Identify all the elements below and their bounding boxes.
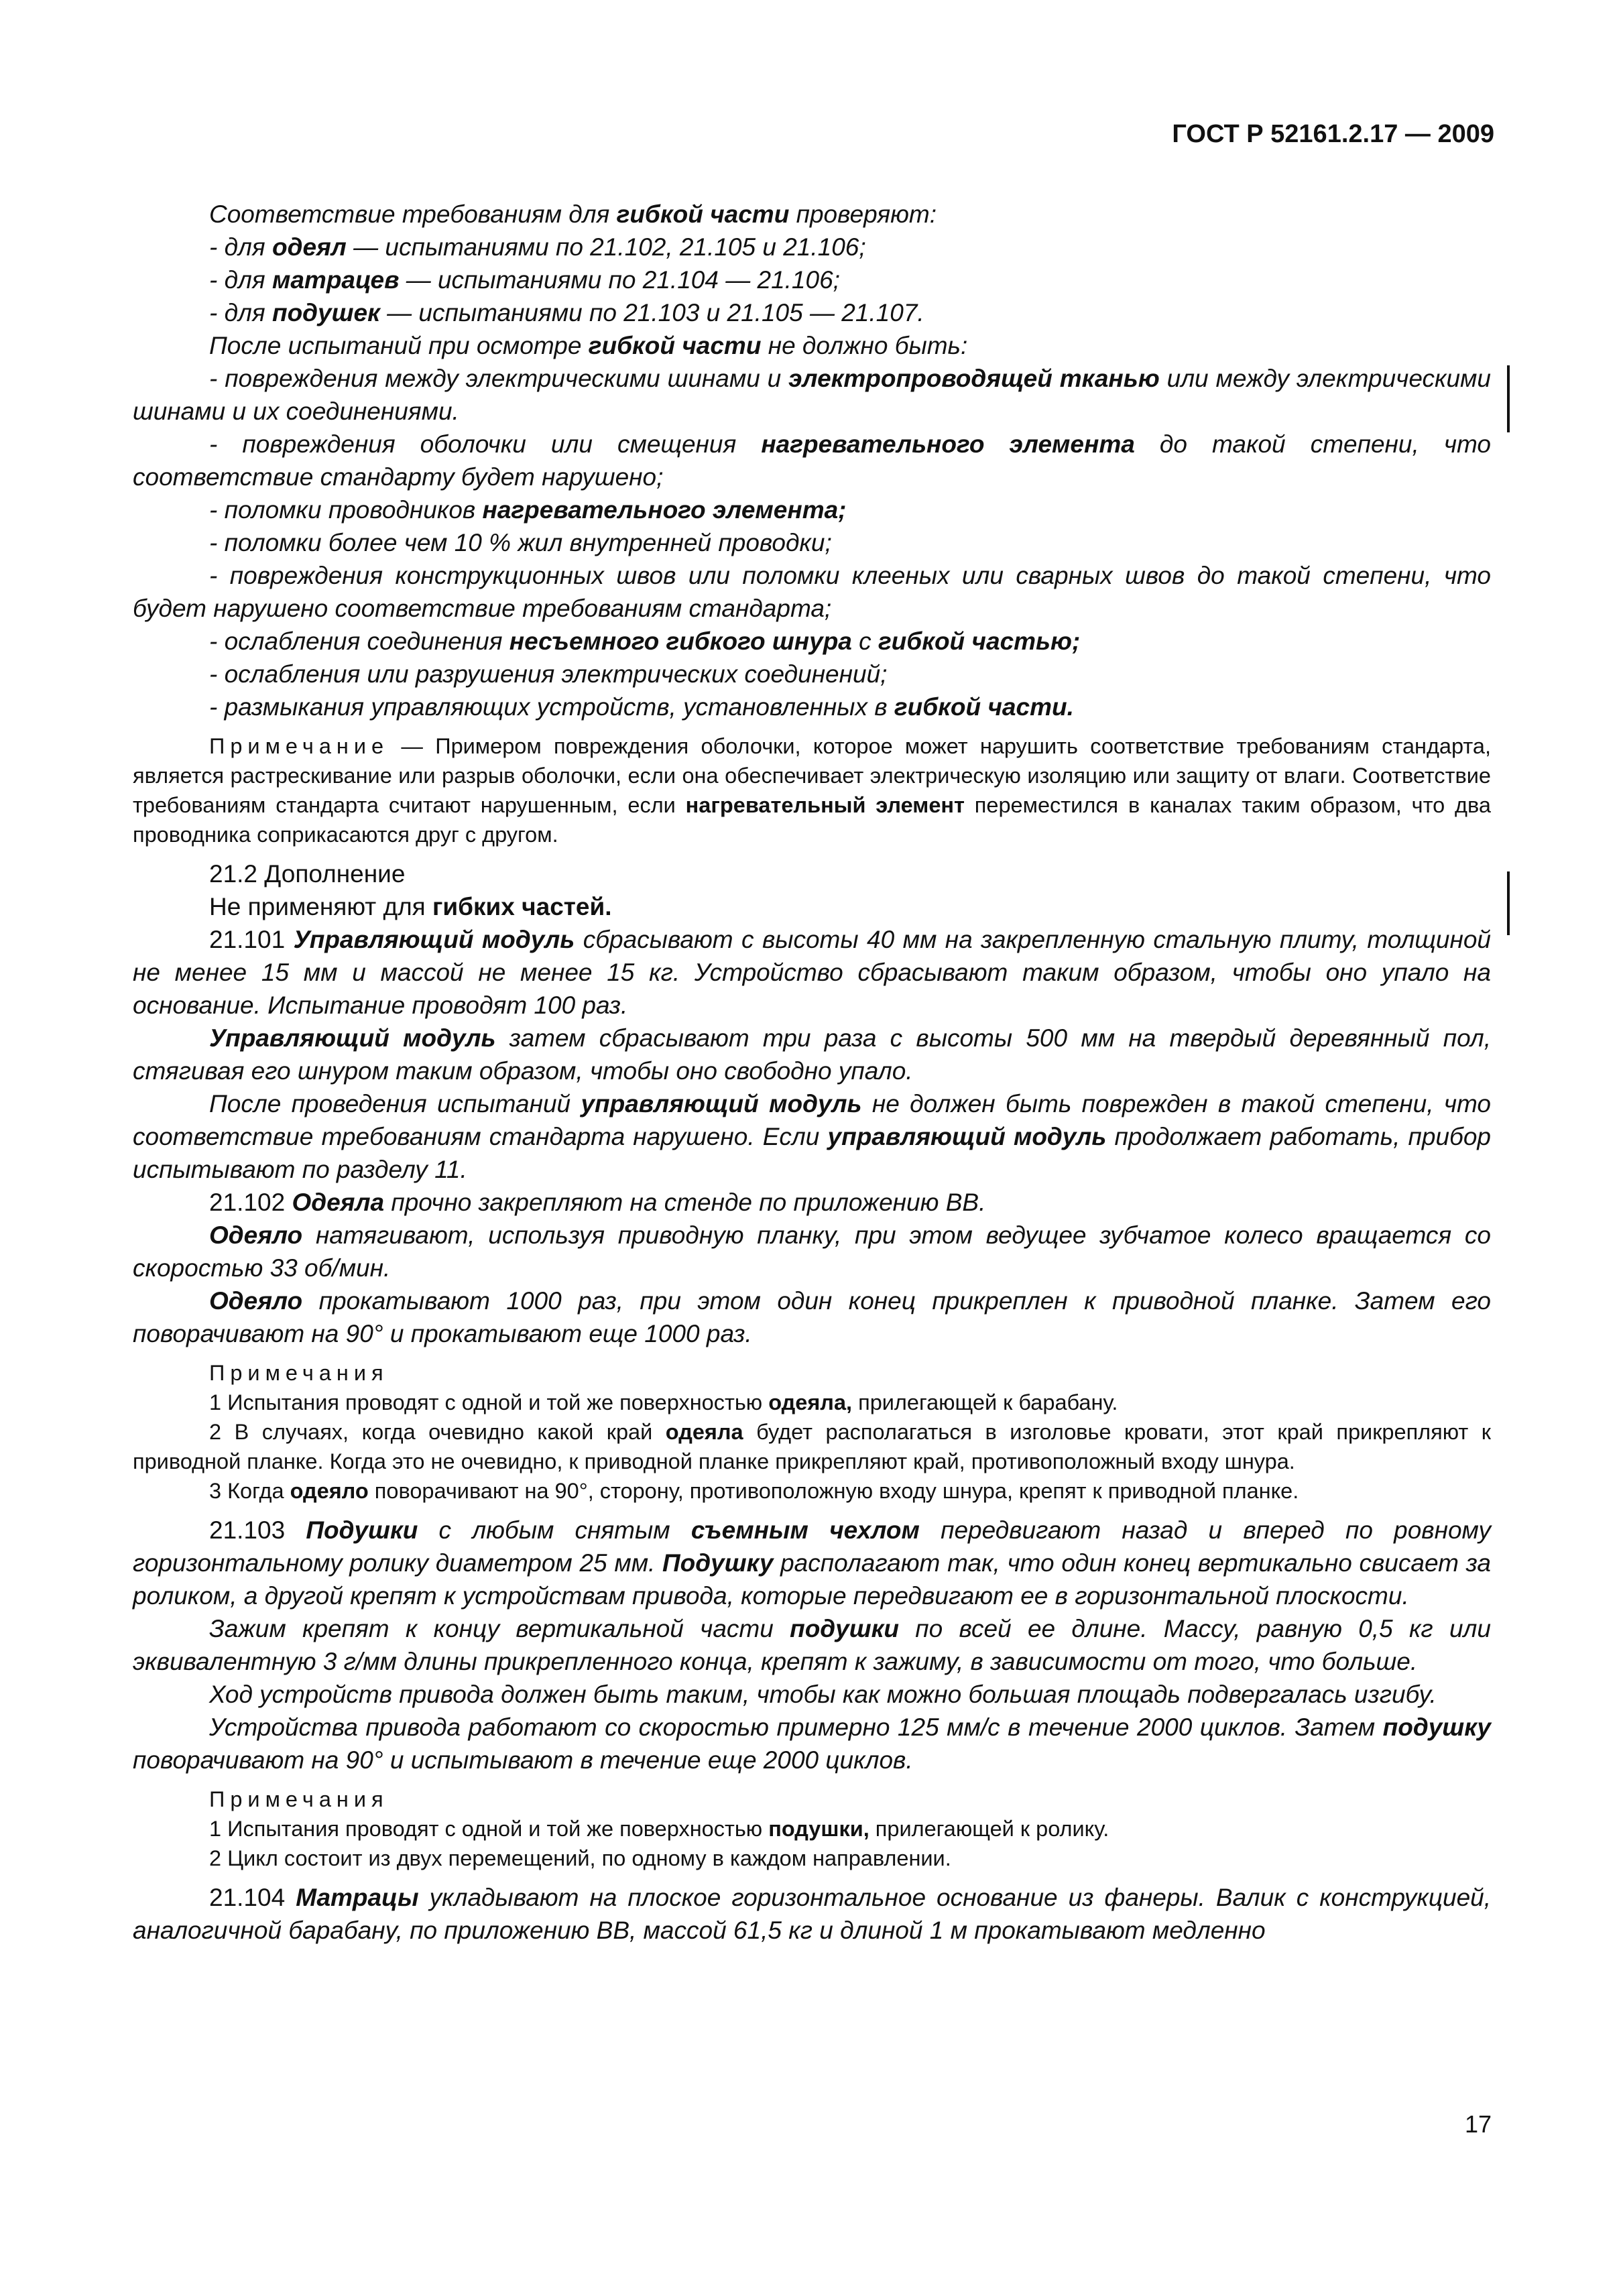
list-item: - для подушек — испытаниями по 21.103 и 21.105 — 21.107.	[209, 299, 924, 326]
list-item: - поломки более чем 10 % жил внутренней проводки;	[209, 529, 832, 556]
list-item: - ослабления или разрушения электрических соединений;	[209, 660, 888, 688]
paragraph: Ход устройств привода должен быть таким, чтобы как можно большая площадь подвергалась изгибу.	[209, 1681, 1437, 1708]
note-title: Примечание	[209, 734, 389, 758]
list-item: - повреждения оболочки или смещения нагревательного элемента до такой степени, что соответствие стандарту будет нарушено;	[133, 430, 1491, 491]
list-item: - повреждения конструкционных швов или поломки клееных или сварных швов до такой степени, что будет нарушено соответствие требованиям стандарта;	[133, 562, 1491, 622]
clause-21-101: 21.101 Управляющий модуль сбрасывают с высоты 40 мм на закрепленную стальную плиту, толщиной не менее 15 мм и массой не менее 15 кг. Устройство сбрасывают таким образом, чтобы оно упало на основание. Испытание проводят 100 раз.	[133, 926, 1491, 1019]
note: Примечание — Примером повреждения оболочки, которое может нарушить соответствие требованиям стандарта, является растрескивание или разрыв оболочки, если она обеспечивает электрическую изоляцию или защиту от влаги. Соответствие требованиям стандарта считают нарушенным, если нагревательный элемент переместился в каналах таким образом, что два проводника соприкасаются друг с другом.	[133, 734, 1491, 847]
note-item: 2 В случаях, когда очевидно какой край одеяла будет располагаться в изголовье кровати, этот край прикрепляют к приводной планке. Когда это не очевидно, к приводной планке прикрепляют край, противоположный входу шнура.	[133, 1420, 1491, 1473]
note-item: 2 Цикл состоит из двух перемещений, по одному в каждом направлении.	[209, 1846, 951, 1870]
document-body	[133, 198, 1491, 1947]
notes-title: Примечания	[209, 1787, 389, 1811]
paragraph: Устройства привода работают со скоростью примерно 125 мм/с в течение 2000 циклов. Затем подушку поворачивают на 90° и испытывают в течение еще 2000 циклов.	[133, 1713, 1491, 1774]
note-item: 1 Испытания проводят с одной и той же поверхностью подушки, прилегающей к ролику.	[209, 1817, 1109, 1841]
list-item: - поломки проводников нагревательного элемента;	[209, 496, 847, 524]
section-heading: 21.2 Дополнение	[209, 860, 406, 888]
notes-title: Примечания	[209, 1361, 389, 1385]
paragraph: Управляющий модуль затем сбрасывают три раза с высоты 500 мм на твердый деревянный пол, стягивая его шнуром таким образом, чтобы оно свободно упало.	[133, 1024, 1491, 1085]
note-item: 1 Испытания проводят с одной и той же поверхностью одеяла, прилегающей к барабану.	[209, 1390, 1118, 1414]
list-item: - повреждения между электрическими шинами и электропроводящей тканью или между электрическими шинами и их соединениями.	[133, 365, 1491, 425]
list-item: - размыкания управляющих устройств, установленных в гибкой части.	[209, 693, 1074, 721]
change-bar	[1507, 871, 1510, 935]
paragraph: Одеяло прокатывают 1000 раз, при этом один конец прикреплен к приводной планке. Затем его поворачивают на 90° и прокатывают еще 1000 раз.	[133, 1287, 1491, 1347]
list-item: - ослабления соединения несъемного гибкого шнура с гибкой частью;	[209, 627, 1081, 655]
paragraph: Одеяло натягивают, используя приводную планку, при этом ведущее зубчатое колесо вращается со скоростью 33 об/мин.	[133, 1221, 1491, 1282]
note-item: 3 Когда одеяло поворачивают на 90°, сторону, противоположную входу шнура, крепят к приводной планке.	[209, 1479, 1299, 1503]
clause-21-104: 21.104 Матрацы укладывают на плоское горизонтальное основание из фанеры. Валик с конструкцией, аналогичной барабану, по приложению ВВ, массой 61,5 кг и длиной 1 м прокатывают медленно	[133, 1884, 1491, 1944]
page-number: 17	[1464, 2110, 1492, 2138]
paragraph: Зажим крепят к концу вертикальной части подушки по всей ее длине. Массу, равную 0,5 кг или эквивалентную 3 г/мм длины прикрепленного конца, крепят к зажиму, в зависимости от того, что больше.	[133, 1615, 1491, 1675]
paragraph: После испытаний при осмотре гибкой части не должно быть:	[209, 332, 968, 359]
paragraph: Не применяют для гибких частей.	[209, 893, 612, 920]
list-item: - для одеял — испытаниями по 21.102, 21.105 и 21.106;	[209, 233, 866, 261]
paragraph: После проведения испытаний управляющий модуль не должен быть поврежден в такой степени, что соответствие требованиям стандарта нарушено. Если управляющий модуль продолжает работать, прибор испытывают по разделу 11.	[133, 1090, 1491, 1183]
list-item: - для матрацев — испытаниями по 21.104 — 21.106;	[209, 266, 840, 294]
paragraph: Соответствие требованиям для гибкой части проверяют:	[209, 200, 937, 228]
clause-21-103: 21.103 Подушки с любым снятым съемным чехлом передвигают назад и вперед по ровному горизонтальному ролику диаметром 25 мм. Подушку располагают так, что один конец вертикально свисает за роликом, а другой крепят к устройствам привода, которые передвигают ее в горизонтальной плоскости.	[133, 1516, 1491, 1610]
change-bar	[1507, 365, 1510, 432]
document-standard-code: ГОСТ Р 52161.2.17 — 2009	[1172, 120, 1494, 148]
clause-21-102: 21.102 Одеяла прочно закрепляют на стенде по приложению ВВ.	[209, 1189, 986, 1216]
